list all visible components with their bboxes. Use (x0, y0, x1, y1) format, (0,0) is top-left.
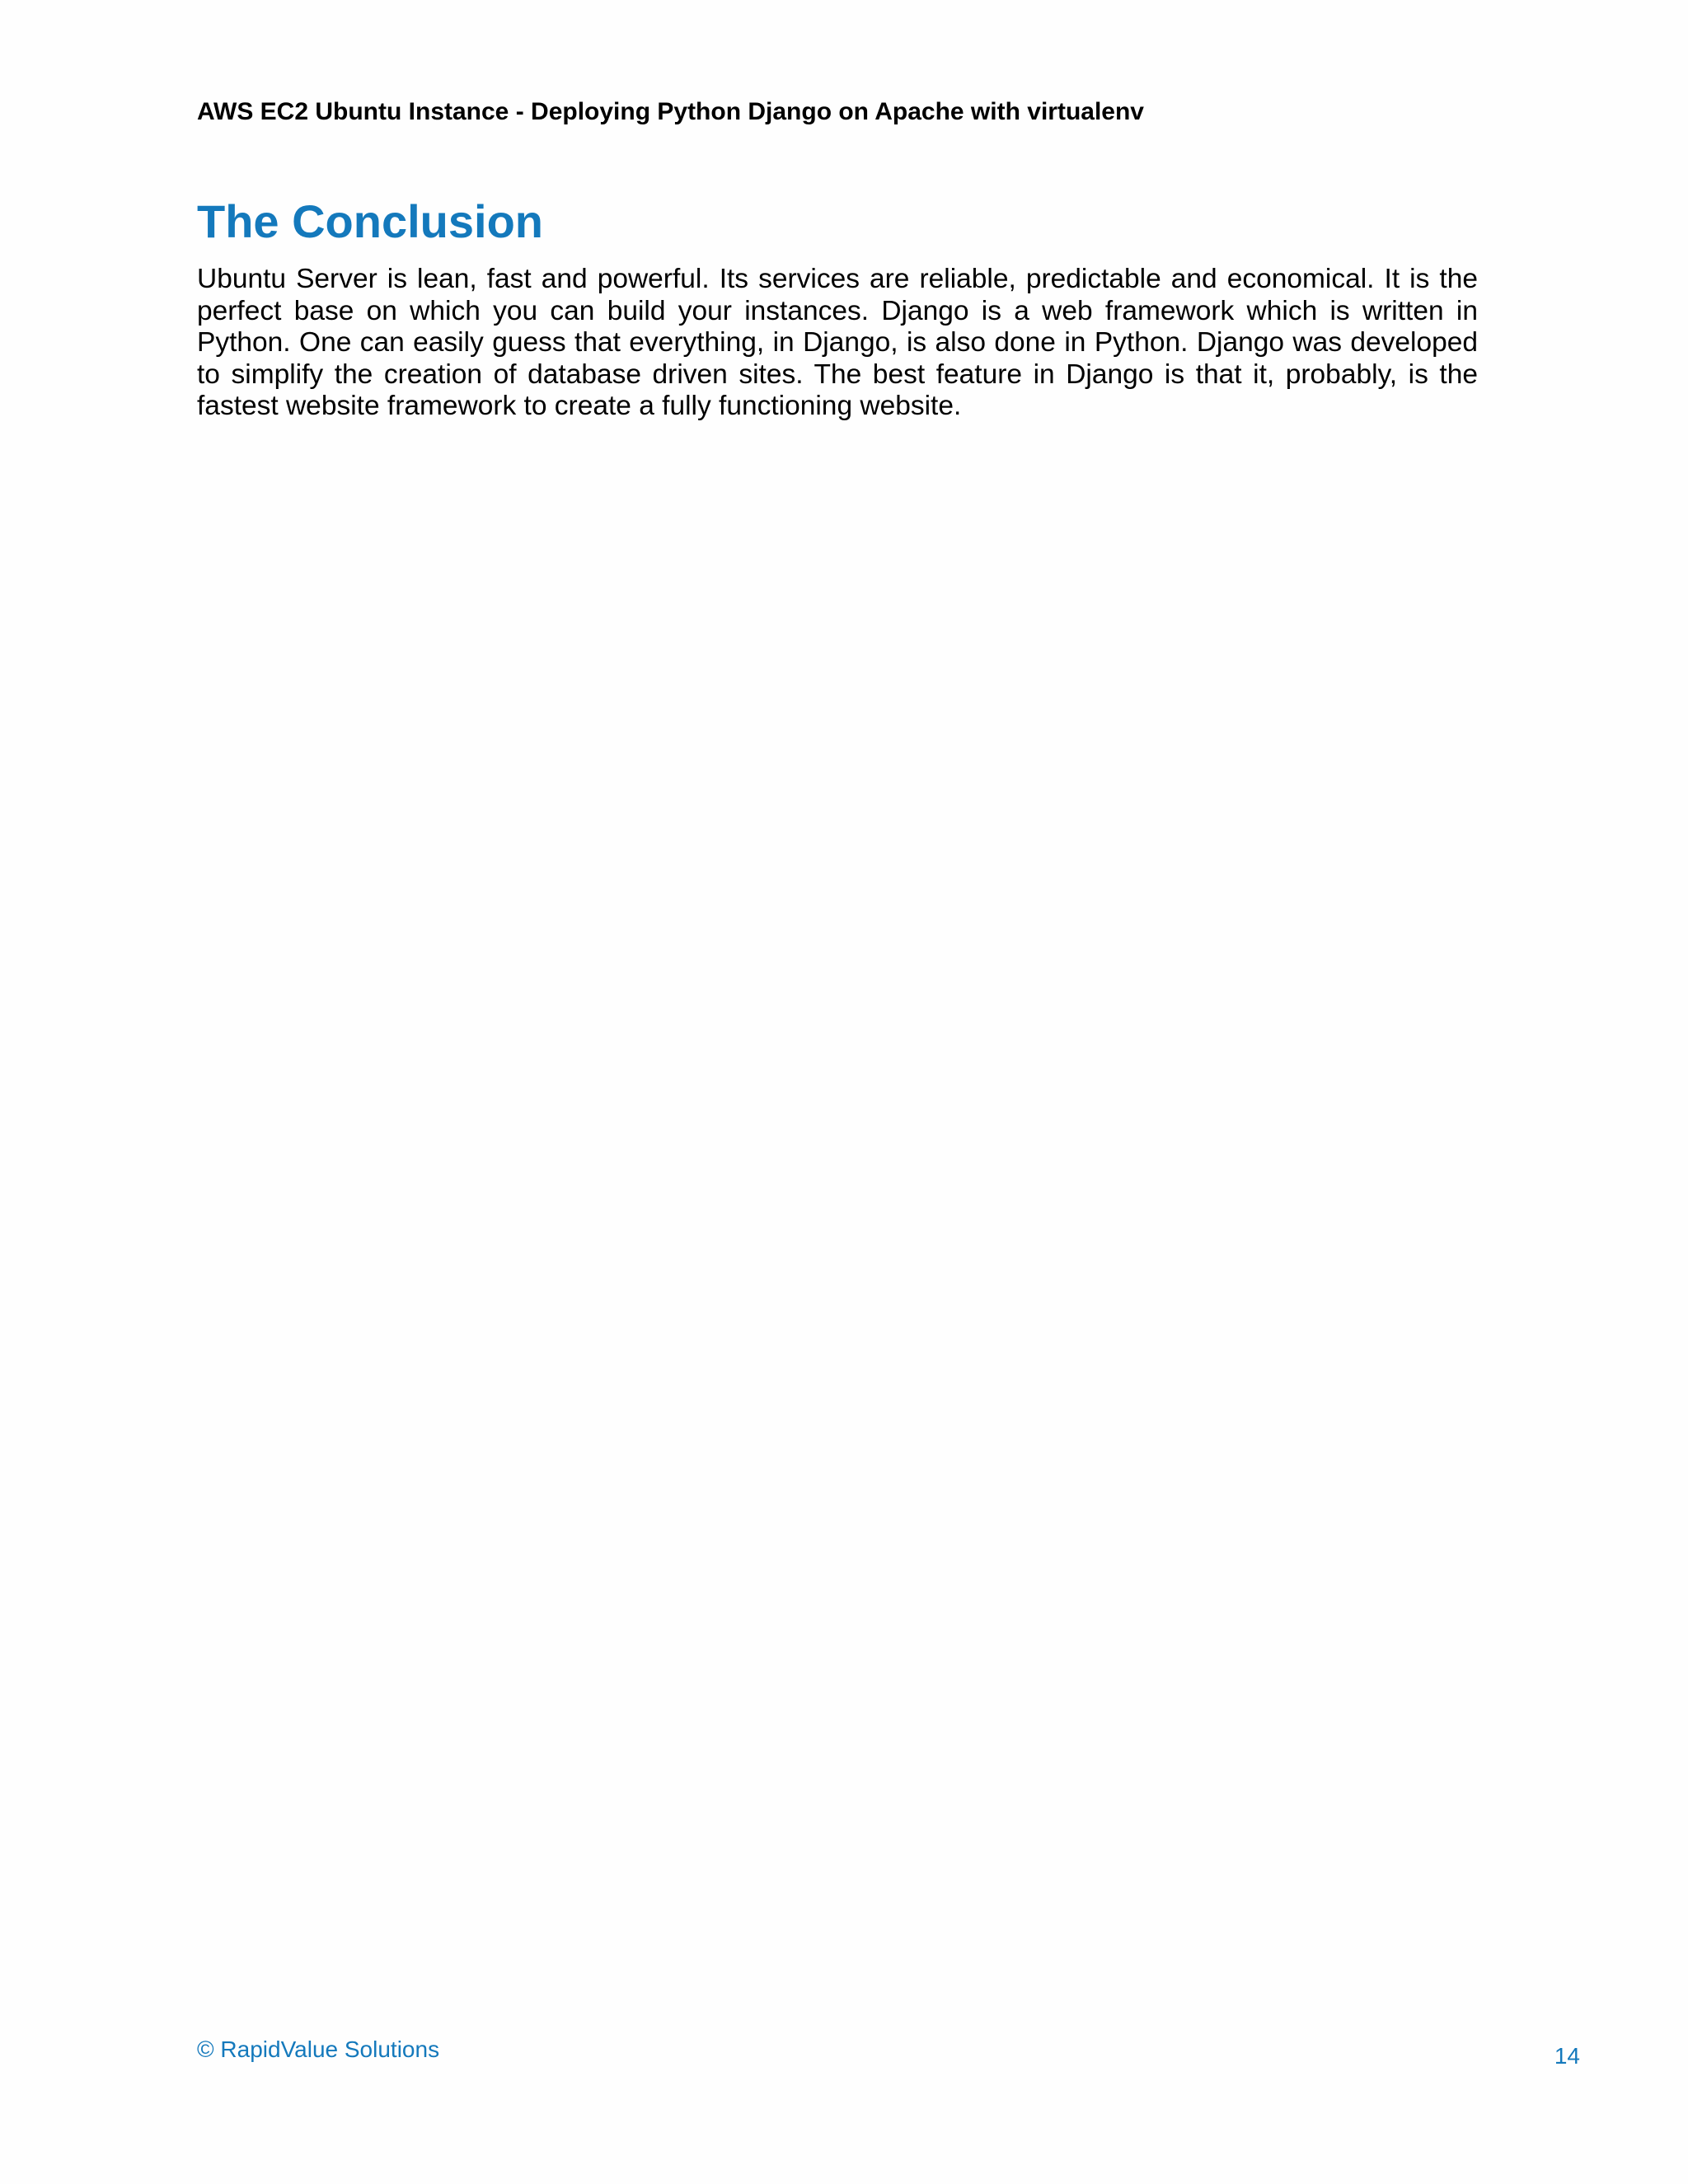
conclusion-paragraph: Ubuntu Server is lean, fast and powerful. Its services are reliable, predictable and economical. It is the perfect base on which you can build your instances. Django is a web framework which is written in Python. One can easily guess that everything, in Django, is also done in Python. Django was developed to simplify the creation of database driven sites. The best feature in Django is that it, probably, is the fastest website framework to create a fully functioning website. (197, 264, 1478, 421)
page-number: 14 (1554, 2043, 1580, 2069)
running-header-title: AWS EC2 Ubuntu Instance - Deploying Python Django on Apache with virtualenv (197, 98, 1144, 125)
section-heading: The Conclusion (197, 195, 543, 247)
footer-copyright: © RapidValue Solutions (197, 2036, 440, 2062)
